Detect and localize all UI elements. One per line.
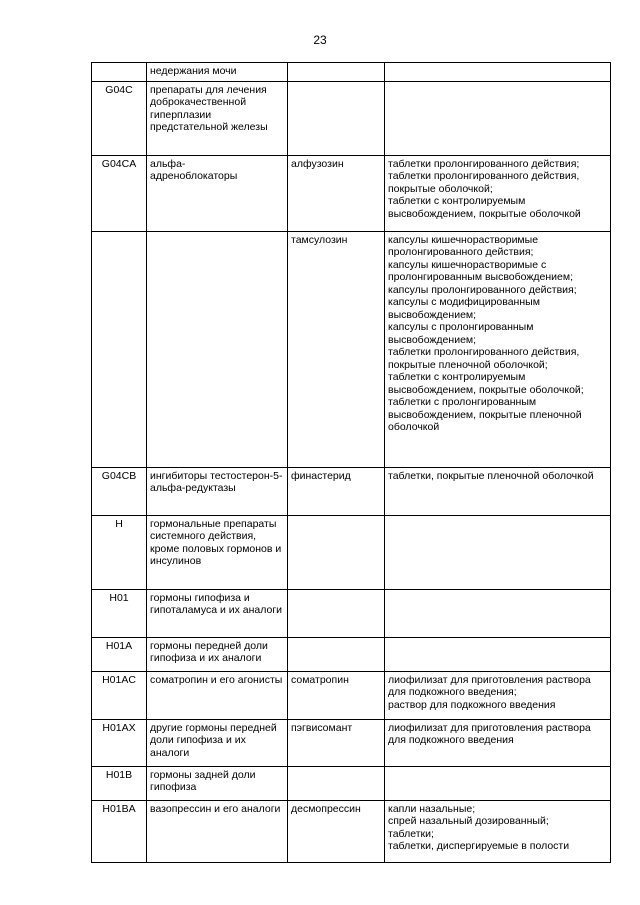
form-cell: таблетки пролонгированного действия; таблетки пролонгированного действия, покрытые оболочкой; таблетки с контролируемым высвобождением, покрытые оболочкой [385,155,611,231]
group-cell [147,231,288,467]
table-row [92,671,611,719]
inn-cell [288,766,385,800]
form-cell: таблетки, покрытые пленочной оболочкой [385,467,611,515]
atc-code-cell [92,63,147,82]
group-cell: вазопрессин и его аналоги [147,800,288,862]
form-cell: капсулы кишечнорастворимые пролонгированного действия; капсулы кишечнорастворимые с пролонгированным высвобождением; капсулы пролонгированного действия; капсулы с модифицированным высвобождением; капсулы с пролонгированным высвобождением; таблетки пролонгированного действия, покрытые пленочной оболочкой; таблетки с контролируемым высвобождением, покрытые оболочкой; таблетки с пролонгированным высвобождением, покрытые пленочной оболочкой [385,231,611,467]
group-cell: альфа- адреноблокаторы [147,155,288,231]
table-row [92,637,611,671]
table-row [92,766,611,800]
inn-cell: пэгвисомант [288,719,385,766]
table-row [92,719,611,766]
atc-code-cell: G04C [92,81,147,155]
inn-cell: финастерид [288,467,385,515]
group-cell: другие гормоны передней доли гипофиза и их аналоги [147,719,288,766]
page-number: 23 [313,33,327,47]
form-cell [385,515,611,589]
inn-cell [288,63,385,82]
atc-code-cell: H01AX [92,719,147,766]
group-cell: гормоны передней доли гипофиза и их аналоги [147,637,288,671]
form-cell [385,637,611,671]
group-cell: соматропин и его агонисты [147,671,288,719]
form-cell [385,63,611,82]
inn-cell [288,515,385,589]
form-cell [385,81,611,155]
atc-code-cell: H01AC [92,671,147,719]
form-cell [385,589,611,637]
table-row [92,231,611,467]
atc-code-cell: G04CA [92,155,147,231]
form-cell: капли назальные; спрей назальный дозированный; таблетки; таблетки, диспергируемые в полости [385,800,611,862]
inn-cell: десмопрессин [288,800,385,862]
table-row [92,155,611,231]
atc-code-cell: H01 [92,589,147,637]
atc-code-cell: H [92,515,147,589]
group-cell: препараты для лечения доброкачественной гиперплазии предстательной железы [147,81,288,155]
group-cell: гормоны задней доли гипофиза [147,766,288,800]
table-row [92,63,611,82]
inn-cell: соматропин [288,671,385,719]
group-cell: ингибиторы тестостерон-5-альфа-редуктазы [147,467,288,515]
table-row [92,589,611,637]
atc-code-cell [92,231,147,467]
group-cell: гормоны гипофиза и гипоталамуса и их аналоги [147,589,288,637]
group-cell: гормональные препараты системного действия, кроме половых гормонов и инсулинов [147,515,288,589]
table-row [92,467,611,515]
drug-table [91,62,611,863]
inn-cell: алфузозин [288,155,385,231]
inn-cell [288,81,385,155]
form-cell: лиофилизат для приготовления раствора для подкожного введения [385,719,611,766]
table-row [92,515,611,589]
atc-code-cell: G04CB [92,467,147,515]
atc-code-cell: H01BA [92,800,147,862]
inn-cell: тамсулозин [288,231,385,467]
inn-cell [288,589,385,637]
form-cell: лиофилизат для приготовления раствора для подкожного введения; раствор для подкожного введения [385,671,611,719]
atc-code-cell: H01A [92,637,147,671]
inn-cell [288,637,385,671]
table-row [92,81,611,155]
group-cell: недержания мочи [147,63,288,82]
table-body [92,63,611,863]
form-cell [385,766,611,800]
table-row [92,800,611,862]
atc-code-cell: H01B [92,766,147,800]
